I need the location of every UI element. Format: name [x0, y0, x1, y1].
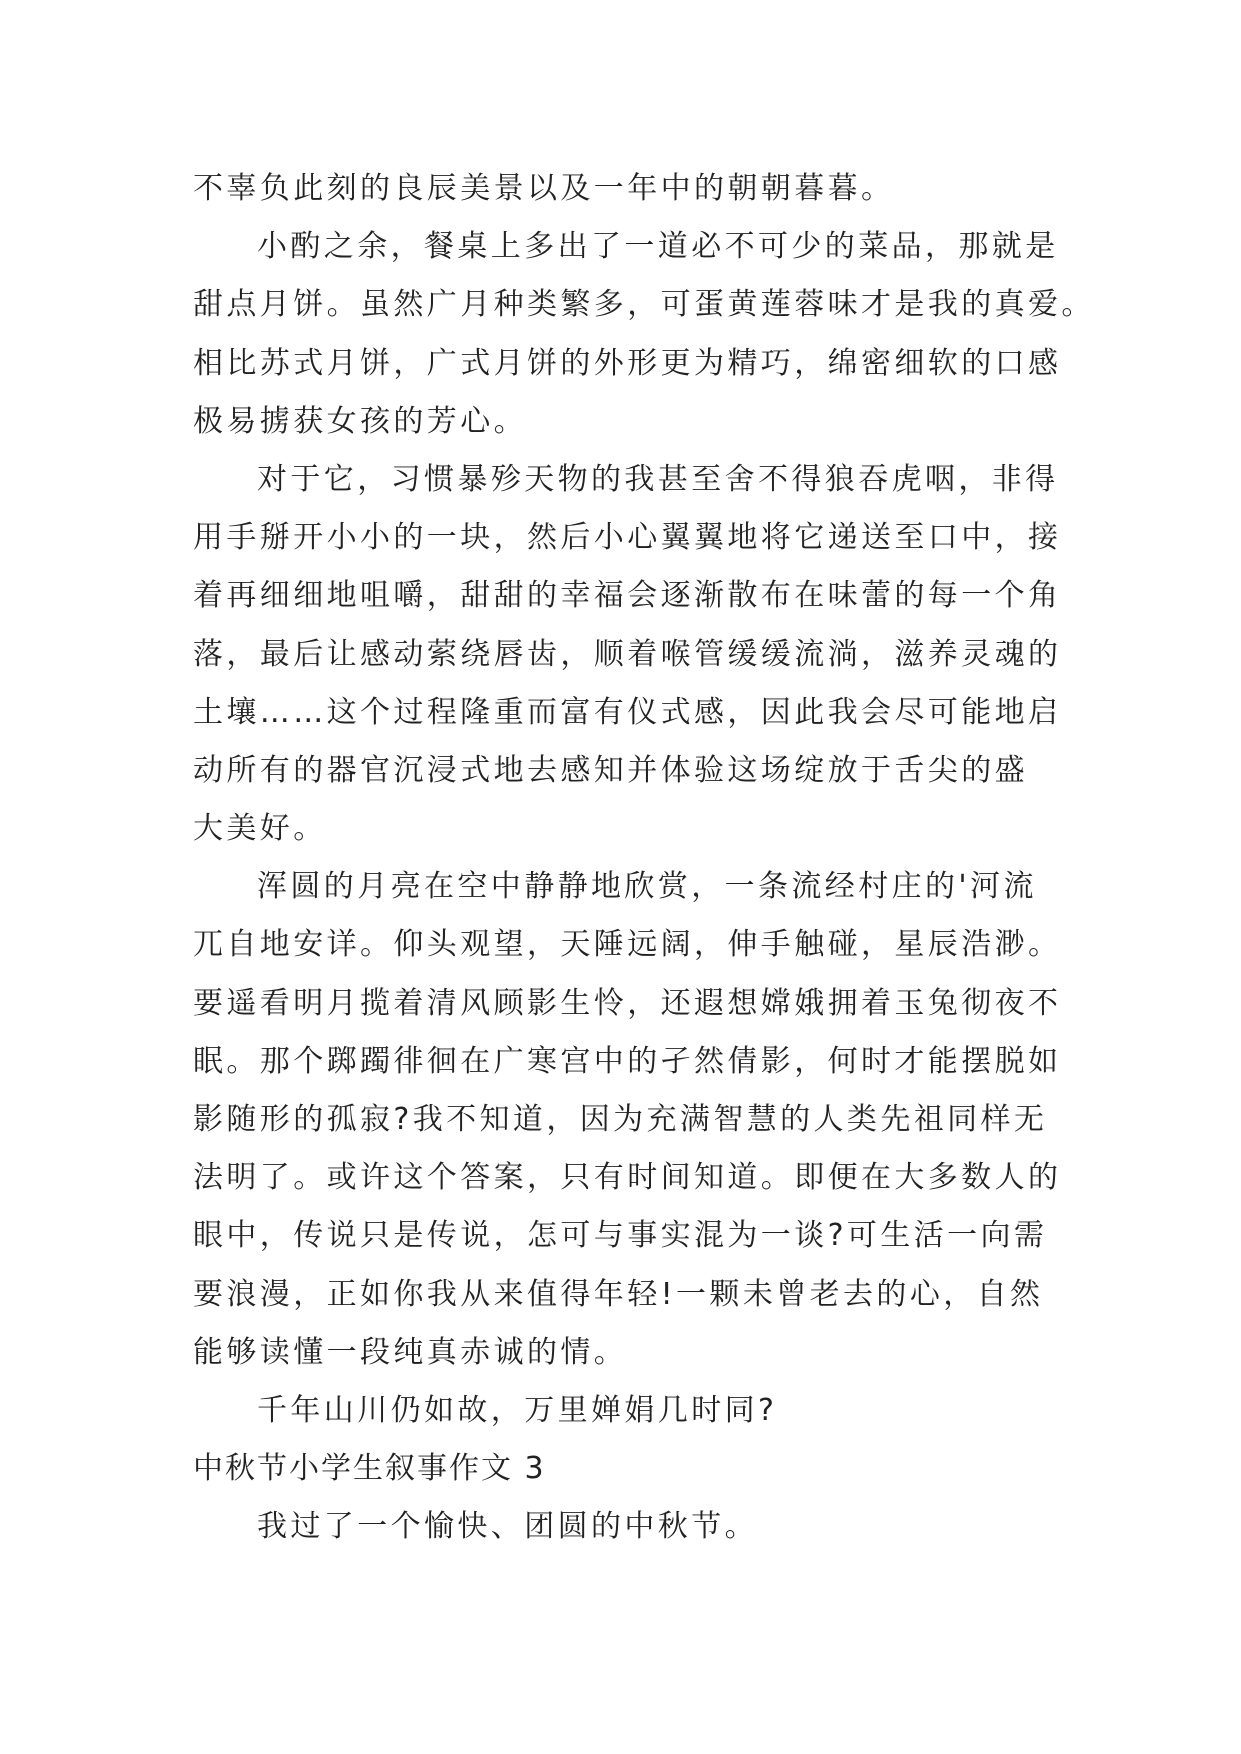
paragraph-first-line: 浑圆的月亮在空中静静地欣赏，一条流经村庄的'河流: [257, 869, 1037, 905]
text-line: 眼中，传说只是传说，怎可与事实混为一谈?可生活一向需: [193, 1218, 1048, 1254]
section-heading: 中秋节小学生叙事作文 3: [193, 1451, 546, 1487]
text-line: 眠。那个踯躅徘徊在广寒宫中的孑然倩影，何时才能摆脱如: [193, 1043, 1062, 1079]
text-line: 相比苏式月饼，广式月饼的外形更为精巧，绵密细软的口感: [193, 345, 1062, 381]
text-line: 着再细细地咀嚼，甜甜的幸福会逐渐散布在味蕾的每一个角: [193, 578, 1062, 614]
paragraph-first-line: 千年山川仍如故，万里婵娟几时同?: [257, 1392, 778, 1428]
text-line: 兀自地安详。仰头观望，天陲远阔，伸手触碰，星辰浩渺。: [193, 927, 1062, 963]
text-line: 极易掳获女孩的芳心。: [193, 403, 527, 439]
text-line: 落，最后让感动萦绕唇齿，顺着喉管缓缓流淌，滋养灵魂的: [193, 636, 1062, 672]
text-line: 动所有的器官沉浸式地去感知并体验这场绽放于舌尖的盛: [193, 752, 1028, 788]
paragraph-first-line: 对于它，习惯暴殄天物的我甚至舍不得狼吞虎咽，非得: [257, 461, 1059, 497]
paragraph-first-line: 小酌之余，餐桌上多出了一道必不可少的菜品，那就是: [257, 229, 1059, 265]
text-line: 法明了。或许这个答案，只有时间知道。即便在大多数人的: [193, 1160, 1062, 1196]
text-line: 要浪漫，正如你我从来值得年轻!一颗未曾老去的心，自然: [193, 1276, 1044, 1312]
text-line: 不辜负此刻的良辰美景以及一年中的朝朝暮暮。: [193, 171, 895, 206]
text-line: 要遥看明月揽着清风顾影生怜，还遐想嫦娥拥着玉兔彻夜不: [193, 985, 1062, 1021]
text-line: 土壤……这个过程隆重而富有仪式感，因此我会尽可能地启: [193, 694, 1062, 730]
text-line: 影随形的孤寂?我不知道，因为充满智慧的人类先祖同样无: [193, 1102, 1048, 1137]
text-line: 用手掰开小小的一块，然后小心翼翼地将它递送至口中，接: [193, 520, 1062, 556]
text-line: 大美好。: [193, 811, 327, 847]
document-body: [193, 160, 1095, 1557]
text-line: 甜点月饼。虽然广月种类繁多，可蛋黄莲蓉味才是我的真爱。: [193, 287, 1095, 323]
text-line: 能够读懂一段纯真赤诚的情。: [193, 1334, 628, 1370]
paragraph-first-line: 我过了一个愉快、团圆的中秋节。: [257, 1509, 758, 1545]
